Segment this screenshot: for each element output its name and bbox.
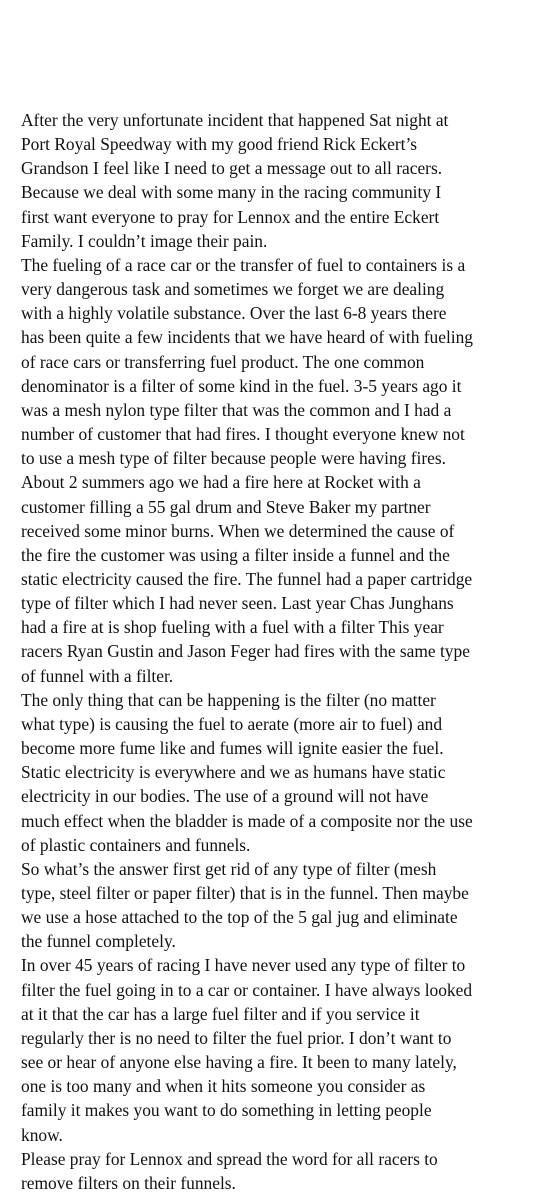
paragraph-experience: In over 45 years of racing I have never used any type of filter to filter the fuel going in to a car or container. I have always looked at it that the car has a large fuel filter and if you service it regularly ther is no need to filter the fuel prior. I don’t want to see or hear of anyone else having a fire. It been to many lately, one is too many and when it hits someone you consider as family it makes you want to do something in letting people know. <box>21 955 473 1145</box>
paragraph-filter-cause: The only thing that can be happening is the filter (no matter what type) is causing the fuel to aerate (more air to fuel) and become more fume like and fumes will ignite easier the fuel. Static electricity is everywhere and we as humans have static electricity in our bodies. The use of a ground will not have much effect when the bladder is made of a composite nor the use of plastic containers and funnels. <box>21 689 473 855</box>
paragraph-closing: Please pray for Lennox and spread the word for all racers to remove filters on their funnels. <box>21 1148 438 1193</box>
paragraph-fueling-danger: The fueling of a race car or the transfer of fuel to containers is a very dangerous task and sometimes we forget we are dealing with a highly volatile substance. Over the last 6-8 years there has been quite a few incidents that we have heard of with fueling of race cars or transferring fuel product. The one common denominator is a filter of some kind in the fuel. 3-5 years ago it was a mesh nylon type filter that was the common and I had a number of customer that had fires. I thought everyone knew not to use a mesh type of filter because people were having fires. About 2 summers ago we had a fire here at Rocket with a customer filling a 55 gal drum and Steve Baker my partner received some minor burns. When we determined the cause of the fire the customer was using a filter inside a funnel and the static electricity caused the fire. The funnel had a paper cartridge type of filter which I had never seen. Last year Chas Junghans had a fire at is shop fueling with a fuel with a filter This year racers Ryan Gustin and Jason Feger had fires with the same type of funnel with a filter. <box>21 254 473 686</box>
paragraph-answer: So what’s the answer first get rid of any type of filter (mesh type, steel filter or paper filter) that is in the funnel. Then maybe we use a hose attached to the top of the 5 gal jug and eliminate the funnel completely. <box>21 858 469 952</box>
document-body <box>21 108 543 1195</box>
paragraph-incident: After the very unfortunate incident that happened Sat night at Port Royal Speedway with my good friend Rick Eckert’s Grandson I feel like I need to get a message out to all racers. Because we deal with some many in the racing community I first want everyone to pray for Lennox and the entire Eckert Family. I couldn’t image their pain. <box>21 110 449 251</box>
